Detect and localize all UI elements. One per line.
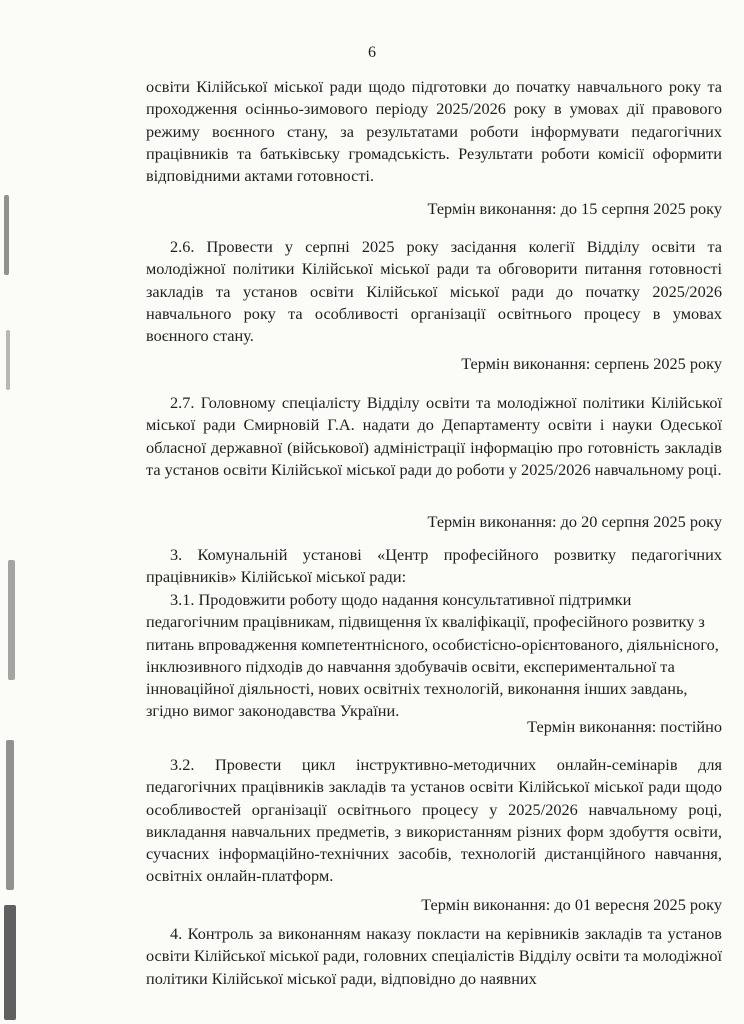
page-number: 6 xyxy=(368,44,376,61)
scan-artifact xyxy=(8,560,15,680)
scan-artifact xyxy=(4,905,16,1020)
scan-artifact xyxy=(6,330,10,390)
paragraph-intro: освіти Кілійської міської ради щодо підготовки до початку навчального року та проходження осінньо-зимового періоду 2025/2026 року в умовах дії правового режиму воєнного стану, за результатами роботи інформувати педагогічних працівників та батьківську громадськість. Результати роботи комісії оформити відповідними актами готовності. xyxy=(146,77,722,186)
paragraph-4: 4. Контроль за виконанням наказу покласти на керівників закладів та установ освіти Кілійської міської ради, головних спеціалістів Відділу освіти та молодіжної політики Кілійської міської ради, відповідно до наявних xyxy=(146,924,722,988)
scan-artifact xyxy=(4,195,9,275)
paragraph-3-2: 3.2. Провести цикл інструктивно-методичних онлайн-семінарів для педагогічних працівників закладів та установ освіти Кілійської міської ради щодо особливостей організації освітнього процесу у 2025/2026 навчальному році, викладання навчальних предметів, з використанням різних форм здобуття освіти, сучасних інформаційно-технічних засобів, технологій дистанційного навчання, освітніх онлайн-платформ. xyxy=(146,755,722,886)
deadline-3: Термін виконання: до 20 серпня 2025 року xyxy=(427,512,722,531)
scan-artifact xyxy=(6,740,14,890)
paragraph-3-1: 3.1. Продовжити роботу щодо надання консультативної підтримки педагогічним працівникам, підвищення їх кваліфікації, професійного розвитку з питань впровадження компетентнісного, особистісно-орієнтованого, діяльнісного, інклюзивного підходів до навчання здобувачів освіти, експериментальної та інноваційної діяльності, нових освітніх технологій, виконання інших завдань, згідно вимог законодавства України. xyxy=(146,590,719,721)
deadline-5: Термін виконання: до 01 вересня 2025 року xyxy=(421,895,722,914)
deadline-4: Термін виконання: постійно xyxy=(527,717,722,736)
paragraph-3: 3. Комунальній установі «Центр професійного розвитку педагогічних працівників» Кілійської міської ради: xyxy=(146,545,722,587)
paragraph-2-6: 2.6. Провести у серпні 2025 року засідання колегії Відділу освіти та молодіжної політики Кілійської міської ради та обговорити питання готовності закладів та установ освіти Кілійської міської ради до початку 2025/2026 навчального року та особливості організації освітнього процесу в умовах воєнного стану. xyxy=(146,237,722,346)
paragraph-2-7: 2.7. Головному спеціалісту Відділу освіти та молодіжної політики Кілійської міської ради Смирновій Г.А. надати до Департаменту освіти і науки Одеської обласної державної (військової) адміністрації інформацію про готовність закладів та установ освіти Кілійської міської ради до роботи у 2025/2026 навчальному році. xyxy=(146,393,722,479)
deadline-2: Термін виконання: серпень 2025 року xyxy=(461,354,722,373)
deadline-1: Термін виконання: до 15 серпня 2025 року xyxy=(427,199,722,218)
